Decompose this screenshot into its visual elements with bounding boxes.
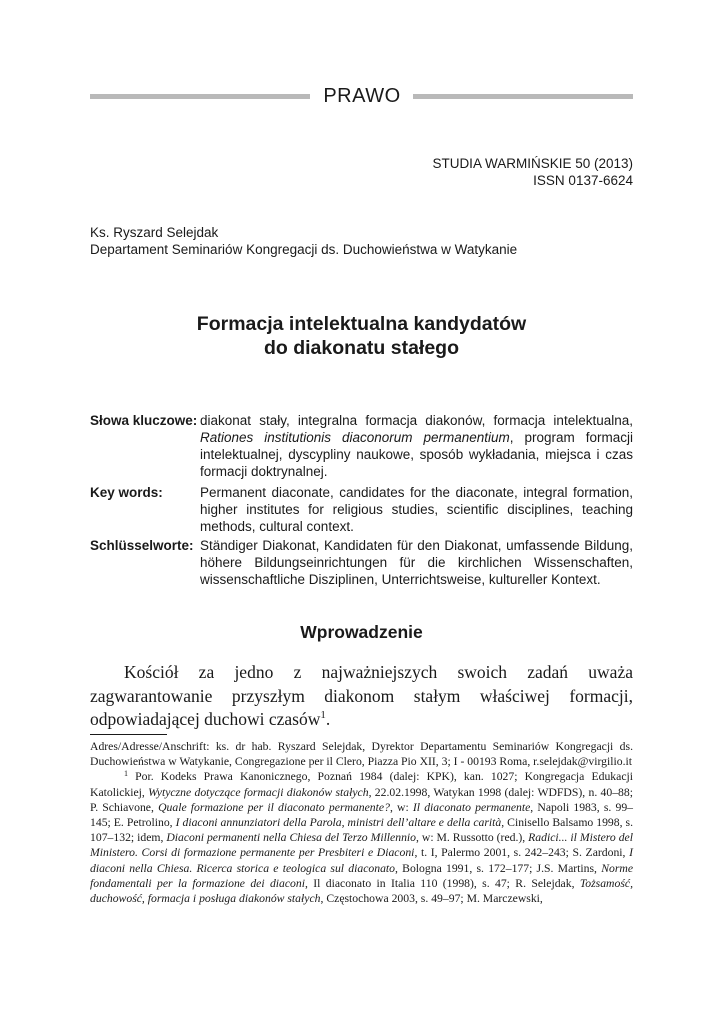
title-line-2: do diakonatu stałego — [263, 337, 460, 359]
section-label: PRAWO — [323, 85, 401, 107]
footnote-1-segment: , Napoli 1983, s. 99–145; E. Petrolino, — [90, 800, 634, 830]
author-name: Ks. Ryszard Selejdak — [90, 225, 219, 240]
journal-name: STUDIA WARMIŃSKIE 50 (2013) — [432, 156, 633, 171]
footnote-1-segment: , Il diaconato in Italia 110 (1998), s. 47; R. Selejdak, — [305, 876, 580, 890]
section-header — [90, 86, 633, 106]
author-block — [90, 225, 517, 258]
footnotes — [90, 739, 633, 906]
footnote-1-number: 1 — [124, 769, 128, 779]
keywords-pl-text: diakonat stały, integralna formacja diakonów, formacja intelektualna, Rationes institutionis diaconorum permanentium, program formacji intelektualnej, dyscypliny naukowe, sposób wykładania, miejsca i czas formacji doktrynalnej. — [200, 413, 633, 479]
footnote-1-segment: Wytyczne dotyczące formacji diakonów stałych — [148, 785, 369, 799]
footnote-1-segment: , Bologna 1991, s. 172–177; J.S. Martins, — [395, 861, 602, 875]
footnote-1-segment: Tożsamość, duchowość, formacja i posługa diakonów stałych — [90, 876, 633, 906]
footnote-ref[interactable]: 1 — [320, 709, 326, 721]
footnote-1-segment: , w: M. Russotto (red.), — [416, 831, 529, 845]
footnote-address: Adres/Adresse/Anschrift: ks. dr hab. Ryszard Selejdak, Dyrektor Departamentu Seminariów Kongregacji ds. Duchowieństwa w Watykanie, Congregazione per il Clero, Piazza Pio XII, 3; I - 00193 Roma, r.selejdak@virgilio.it — [90, 740, 633, 769]
journal-issn: ISSN 0137-6624 — [533, 172, 633, 188]
footnote-1-segment: Radici... il Mistero del Ministero. Corsi di formazione permanente per Presbiteri e Diaconi — [90, 831, 633, 860]
keywords-de-text: Ständiger Diakonat, Kandidaten für den Diakonat, umfassende Bildung, höhere Bildungseinrichtungen für die kirchlichen Wissenschaften, wissenschaftliche Disziplinen, Unterrichtsweise, kultureller Kontext. — [200, 538, 633, 587]
keywords-pl — [90, 412, 633, 480]
footnote-1-segment: Por. Kodeks Prawa Kanonicznego, Poznań 1984 (dalej: KPK), kan. 1027; Kongregacja Edukacji Katolickiej, — [90, 770, 633, 799]
footnote-1-segment: , 22.02.1998, Watykan 1998 (dalej: WDFDS), n. 40–88; P. Schiavone, — [90, 785, 633, 814]
section-heading: Wprowadzenie — [300, 622, 423, 642]
footnote-1-segment: I diaconi nella Chiesa. Ricerca storica e teologica sul diaconato — [90, 846, 633, 875]
keywords-pl-label: Słowa kluczowe: — [90, 413, 198, 428]
title-line-1: Formacja intelektualna kandydatów — [196, 313, 527, 335]
article-title — [90, 312, 633, 360]
footnote-1-segment: Diaconi permanenti nella Chiesa del Terzo Millennio — [166, 831, 417, 845]
footnote-1 — [90, 769, 633, 906]
keywords-en-label: Key words: — [90, 485, 163, 500]
intro-paragraph: Kościół za jedno z najważniejszych swoich zadań uważa zagwarantowanie przyszłym diakonom stałym właściwej formacji, odpowiadającej duchowi czasów$^1$. — [90, 662, 633, 729]
footnote-1-segment: , w: — [389, 800, 413, 814]
footnote-1-segment: , Cinisello Balsamo 1998, s. 107–132; idem, — [90, 816, 633, 845]
footnote-1-segment: , t. I, Palermo 2001, s. 242–243; S. Zardoni, — [414, 846, 630, 860]
footnote-1-segment: , Częstochowa 2003, s. 49–97; M. Marczewski, — [320, 892, 543, 906]
keywords-en-text: Permanent diaconate, candidates for the diaconate, integral formation, higher institutes for religious studies, scientific disciplines, teaching methods, cultural context. — [200, 485, 633, 534]
footnote-1-segment: Norme fondamentali per la formazione dei diaconi — [90, 861, 634, 890]
keywords-de-label: Schlüsselworte: — [90, 538, 194, 553]
footnote-1-segment: Il diaconato permanente — [412, 800, 531, 814]
header-rule-right — [413, 94, 633, 99]
journal-info — [432, 156, 633, 189]
footnote-rule — [90, 734, 167, 735]
footnote-1-segment: Quale formazione per il diaconato permanente? — [158, 800, 390, 814]
author-affiliation: Departament Seminariów Kongregacji ds. Duchowieństwa w Watykanie — [90, 241, 518, 257]
keywords-en — [90, 484, 633, 535]
header-rule-left — [90, 94, 310, 99]
keywords-de — [90, 537, 633, 588]
footnote-1-segment: I diaconi annunziatori della Parola, ministri dell’altare e della carità — [175, 816, 502, 830]
